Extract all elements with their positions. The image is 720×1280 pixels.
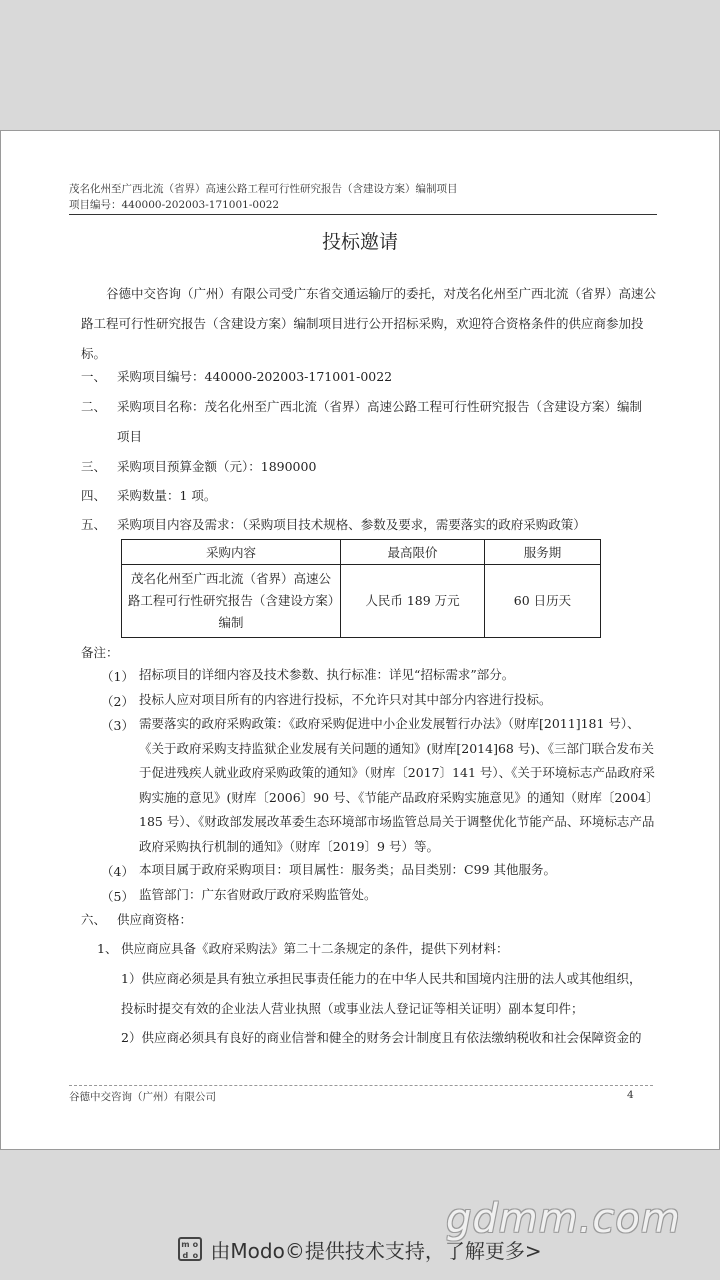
requirement-1-1-continuation: 投标时提交有效的企业法人营业执照（或事业法人登记证等相关证明）副本复印件；	[121, 1001, 584, 1016]
requirement-number: 1、	[97, 941, 118, 956]
note-text: 投标人应对项目所有的内容进行投标，不允许只对其中部分内容进行投标。	[139, 692, 552, 707]
note-number: （5）	[101, 889, 134, 904]
item-text: 采购项目内容及需求：（采购项目技术规格、参数及要求，需要落实的政府采购政策）	[117, 517, 586, 532]
item-text: 采购项目预算金额（元）：1890000	[117, 459, 317, 474]
document-page	[0, 130, 720, 1150]
table-cell: 人民币 189 万元	[341, 565, 485, 638]
header-project-name: 茂名化州至广西北流（省界）高速公路工程可行性研究报告（含建设方案）编制项目	[69, 183, 458, 195]
item-text: 采购数量：1 项。	[117, 488, 217, 503]
note-text: 需要落实的政府采购政策：《政府采购促进中小企业发展暂行办法》（财库[2011]181 号）、《关于政府采购支持监狱企业发展有关问题的通知》(财库[2014]68 号)、《三部门联合发布关于促进残疾人就业政府采购政策的通知》（财库〔2017〕141 号）、《关于环境标志产品政府采购实施的意见》(财库〔2006〕90 号、《节能产品政府采购实施意见》的通知（财库〔2004〕185 号）、《财政部发展改革委生态环境部市场监管总局关于调整优化节能产品、环境标志产品政府采购执行机制的通知》（财库〔2019〕9 号）等。	[139, 716, 655, 854]
header-project-number: 项目编号：440000-202003-171001-0022	[69, 199, 280, 211]
requirement-1-2: 2）供应商必须具有良好的商业信誉和健全的财务会计制度且有依法缴纳税收和社会保障资金的	[121, 1030, 642, 1045]
header-rule	[69, 214, 657, 215]
procurement-table	[121, 539, 601, 638]
page-number: 4	[627, 1089, 634, 1101]
note-number: （2）	[101, 694, 134, 709]
section-number: 六、	[81, 912, 107, 927]
item-2-continuation: 项目	[117, 429, 143, 444]
footer-company: 谷德中交咨询（广州）有限公司	[69, 1091, 216, 1103]
table-header-row	[122, 540, 601, 565]
table-header: 采购内容	[122, 540, 341, 565]
footer-rule	[69, 1085, 653, 1086]
note-text: 监管部门：广东省财政厅政府采购监管处。	[139, 887, 377, 902]
table-header: 最高限价	[341, 540, 485, 565]
intro-paragraph: 谷德中交咨询（广州）有限公司受广东省交通运输厅的委托，对茂名化州至广西北流（省界）高速公路工程可行性研究报告（含建设方案）编制项目进行公开招标采购，欢迎符合资格条件的供应商参加投标。	[81, 286, 657, 361]
note-number: （4）	[101, 864, 134, 879]
item-number: 五、	[81, 517, 107, 532]
item-text: 采购项目编号：440000-202003-171001-0022	[117, 369, 393, 384]
logo-letter: o	[192, 1240, 199, 1249]
item-text: 采购项目名称：茂名化州至广西北流（省界）高速公路工程可行性研究报告（含建设方案）编制	[117, 399, 643, 414]
page-title: 投标邀请	[321, 231, 398, 253]
running-header	[69, 181, 458, 213]
site-watermark: gdmm.com	[446, 1196, 681, 1242]
requirement-text: 供应商应具备《政府采购法》第二十二条规定的条件，提供下列材料：	[121, 941, 509, 956]
logo-letter: m	[181, 1240, 190, 1249]
section-label: 供应商资格：	[117, 912, 193, 927]
item-number: 三、	[81, 459, 107, 474]
requirement-1-1: 1）供应商必须是具有独立承担民事责任能力的在中华人民共和国境内注册的法人或其他组织，	[121, 971, 642, 986]
modo-support-link[interactable]: 由Modo©提供技术支持，了解更多>	[210, 1238, 542, 1263]
table-row	[122, 565, 601, 638]
note-number: （3）	[101, 718, 134, 733]
table-cell: 60 日历天	[485, 565, 601, 638]
note-text: 招标项目的详细内容及技术参数、执行标准：详见“招标需求”部分。	[139, 667, 515, 682]
notes-title: 备注：	[81, 645, 119, 660]
logo-letter: d	[182, 1251, 189, 1260]
modo-logo-icon	[178, 1237, 202, 1261]
item-number: 一、	[81, 369, 107, 384]
note-text: 本项目属于政府采购项目：项目属性：服务类；品目类别：C99 其他服务。	[139, 862, 556, 877]
item-number: 二、	[81, 399, 107, 414]
note-number: （1）	[101, 669, 134, 684]
logo-letter: o	[192, 1251, 199, 1260]
table-cell: 茂名化州至广西北流（省界）高速公路工程可行性研究报告（含建设方案）编制	[122, 565, 341, 638]
modo-support-bar[interactable]	[0, 1218, 720, 1280]
item-number: 四、	[81, 488, 107, 503]
table-header: 服务期	[485, 540, 601, 565]
